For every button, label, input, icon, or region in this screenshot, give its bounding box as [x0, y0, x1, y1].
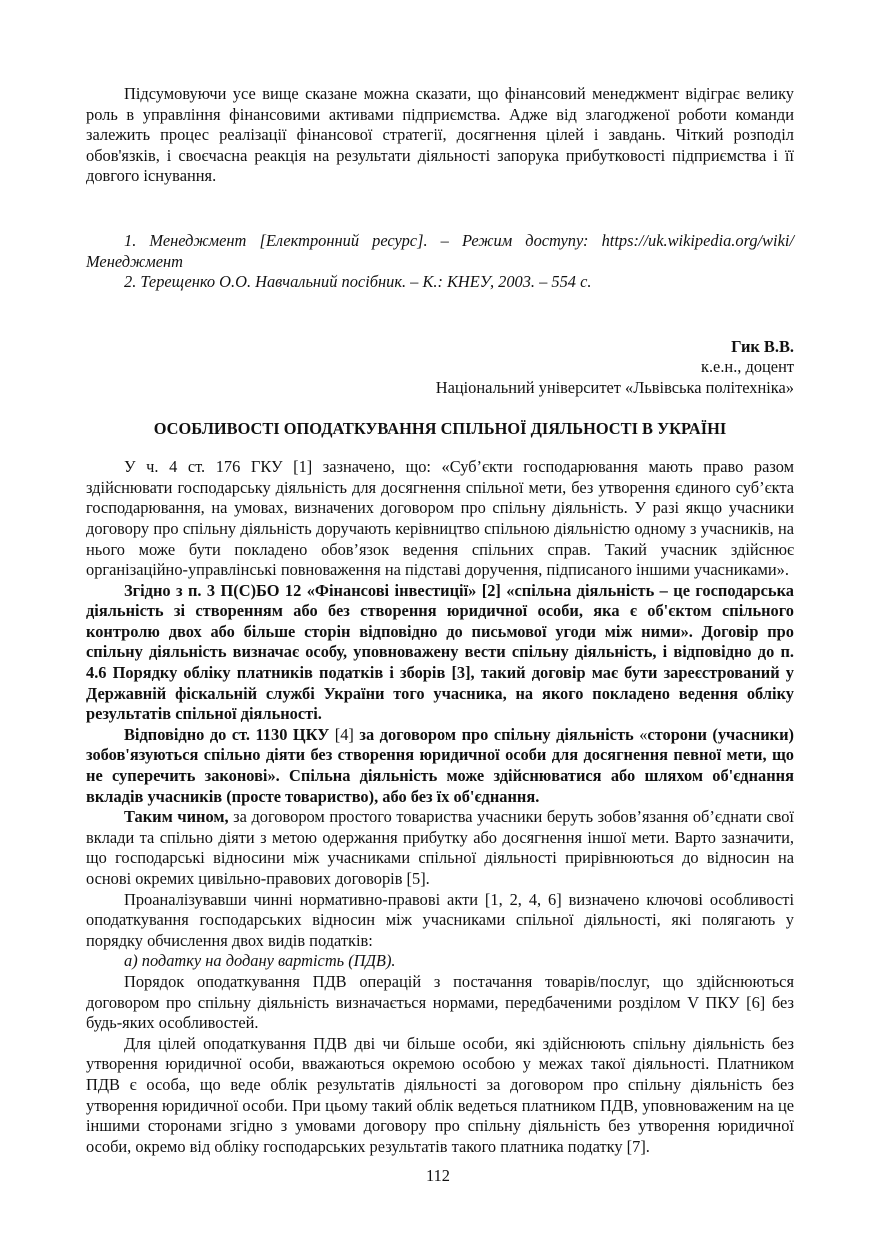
- intro-paragraph: Підсумовуючи усе вище сказане можна сказати, що фінансовий менеджмент відіграє велику роль в управління фінансовими активами підприємства. Адже від злагодженої роботи команди залежить процес реалізації фінансової стратегії, досягнення цілей і завдань. Чіткий розподіл обов'язків, і своєчасна реакція на результати діяльності запорука прибутковості підприємства і її довгого існування.: [86, 84, 794, 186]
- body-paragraph-5: Проаналізувавши чинні нормативно-правові акти [1, 2, 4, 6] визначено ключові особливості оподаткування господарських відносин між учасниками спільної діяльності, які полягають у порядку обчислення двох видів податків:: [86, 889, 794, 950]
- body-paragraph-8: Для цілей оподаткування ПДВ дві чи більше особи, які здійснюють спільну діяльність без утворення юридичної особи, вважаються окремою особою у межах такої діяльності. Платником ПДВ є особа, що веде облік результатів діяльності за договором про спільну діяльність без утворення юридичної особи. При цьому такий облік ведеться платником ПДВ, уповноваженим на це іншими сторонами згідно з умовами договору про спільну діяльність без утворення юридичної особи, окремо від обліку господарських результатів такого платника податку [7].: [86, 1033, 794, 1156]
- author-name: Гик В.В.: [731, 336, 794, 356]
- p3-ref: [4]: [329, 724, 360, 744]
- reference-2: 2. Терещенко О.О. Навчальний посібник. – К.: КНЕУ, 2003. – 554 с.: [124, 272, 592, 292]
- body-paragraph-3: [86, 725, 794, 807]
- p3-lead: Відповідно до ст. 1130 ЦКУ: [124, 724, 330, 744]
- body-paragraph-1: У ч. 4 ст. 176 ГКУ [1] зазначено, що: «Суб’єкти господарювання мають право разом здійснювати господарську діяльність для досягнення спільної мети, без утворення єдиного суб’єкта господарювання, на умовах, визначених договором про спільну діяльність. У разі якщо учасники договору про спільну діяльність доручають керівництво спільною діяльністю одному з учасників, на нього може бути покладено обов’язок ведення спільних справ. Такий учасник здійснює організаційно-управлінські повноваження на підставі доручення, підписаного іншими учасниками».: [86, 457, 794, 580]
- body-paragraph-6: а) податку на додану вартість (ПДВ).: [124, 951, 396, 971]
- body-paragraph-2: Згідно з п. 3 П(С)БО 12 «Фінансові інвестиції» [2] «спільна діяльність – це господарська діяльність зі створенням або без створення юридичної особи, яка є об'єктом спільного контролю двох або більше сторін відповідно до письмової угоди між ними». Договір про спільну діяльність визначає особу, уповноважену вести спільну діяльність, і відповідно до п. 4.6 Порядку обліку платників податків і зборів [3], такий договір має бути зареєстрований у Державній фіскальній службі України того учасника, на якого покладено ведення обліку результатів спільної діяльності.: [86, 580, 794, 724]
- page-number: 112: [426, 1166, 450, 1185]
- reference-1: 1. Менеджмент [Електронний ресурс]. – Режим доступу: https://uk.wikipedia.org/wiki/Менеджмент: [86, 230, 794, 271]
- author-degree: к.е.н., доцент: [700, 357, 794, 377]
- page-content: [86, 84, 794, 1157]
- p3-rest: сторони (учасники) зобов'язуються спільно діяти без створення юридичної особи для досягнення певної мети, що не суперечить законові». Спільна діяльність може здійснюватися або шляхом об'єднання вкладів учасників (просте товариство), або без їх об'єднання.: [86, 724, 794, 806]
- body-paragraph-7: Порядок оподаткування ПДВ операцій з постачання товарів/послуг, що здійснюються договором про спільну діяльність визначається нормами, передбаченими розділом V ПКУ [6] без будь-яких особливостей.: [86, 971, 794, 1033]
- p4-rest: за договором простого товариства учасники беруть зобов’язання об’єднати свої вклади та спільно діяти з метою одержання прибутку або досягнення іншої мети. Варто зазначити, що господарські відносини між учасниками спільної діяльності прирівнюються до відносин на основі окремих цивільно-правових договорів [5].: [86, 807, 794, 888]
- article-title: ОСОБЛИВОСТІ ОПОДАТКУВАННЯ СПІЛЬНОЇ ДІЯЛЬНОСТІ В УКРАЇНІ: [153, 418, 727, 438]
- author-affiliation: Національний університет «Львівська політехніка»: [435, 377, 794, 397]
- p3-mid: за договором про спільну діяльність: [359, 724, 634, 744]
- body-paragraph-4: [86, 807, 794, 889]
- p3-quote-open: «: [633, 724, 648, 744]
- p4-lead: Таким чином,: [124, 807, 229, 827]
